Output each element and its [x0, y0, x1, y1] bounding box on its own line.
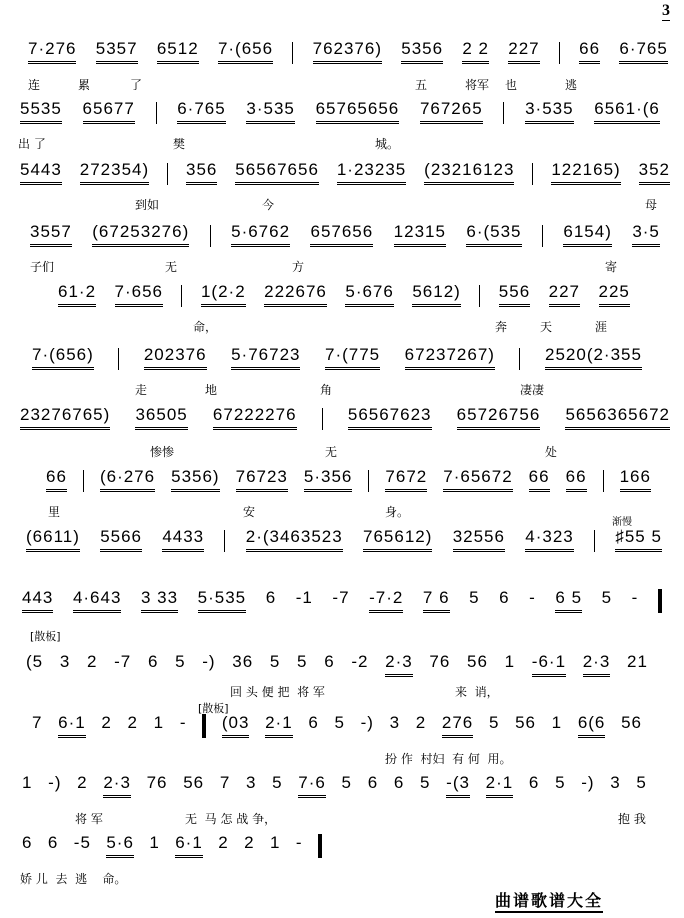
note-group: 7	[219, 773, 231, 792]
lyric: 城。	[375, 137, 400, 151]
note-group: 5	[636, 773, 647, 792]
note-group: 5443	[20, 161, 62, 185]
note-group: 5357	[96, 40, 138, 64]
note-group: 762376)	[313, 40, 382, 64]
note-group: 6·1	[58, 714, 86, 738]
note-group: 76	[146, 773, 168, 792]
note-group: 61·2	[58, 283, 96, 307]
barline	[292, 42, 293, 64]
barline	[156, 102, 157, 124]
note-group: 56	[183, 773, 205, 792]
note-group: 66	[579, 40, 600, 64]
note-group: 2	[244, 833, 255, 852]
note-group: 6·765	[177, 100, 225, 124]
note-group: 6	[499, 588, 510, 607]
note-group: 2	[101, 713, 112, 732]
note-group: 5535	[20, 100, 62, 124]
note-group: -7	[332, 588, 350, 607]
final-barline	[202, 714, 206, 738]
note-group: 2	[86, 652, 98, 671]
lyric: 抱 我	[618, 812, 646, 826]
barline	[594, 530, 595, 552]
note-group: 1	[270, 833, 281, 852]
note-group: 56567623	[348, 406, 432, 430]
lyric: 累	[78, 78, 91, 92]
note-group: 2·1	[265, 714, 293, 738]
barline	[181, 285, 182, 307]
lyric: 命，	[193, 320, 218, 334]
lyric: 将 军	[75, 812, 103, 826]
barline	[322, 408, 323, 430]
final-barline	[658, 589, 662, 613]
final-barline	[318, 834, 322, 858]
note-group: 56567656	[235, 161, 319, 185]
lyric: 连	[28, 78, 41, 92]
lyric: 奔	[495, 320, 508, 334]
note-group: 5	[175, 652, 186, 671]
note-group: 2520(2·355	[545, 346, 642, 370]
note-group: 2·3	[103, 774, 131, 798]
note-group: 7·656	[115, 283, 163, 307]
note-group: 5656365672	[565, 406, 670, 430]
footer-watermark: 曲谱歌谱大全	[495, 888, 603, 913]
note-group: 1(2·2	[201, 283, 246, 307]
note-group: 2·(3463523	[246, 528, 343, 552]
lyric: 回 头 便 把 将 军	[230, 685, 325, 699]
note-group: -	[295, 833, 303, 852]
note-group: 356	[186, 161, 217, 185]
note-group: 6154)	[563, 223, 611, 247]
note-group: 7·(656	[218, 40, 273, 64]
note-group: 6	[367, 773, 379, 792]
note-group: 6·1	[175, 834, 203, 858]
note-group: 767265	[420, 100, 483, 124]
barline	[542, 225, 543, 247]
note-group: 56	[515, 713, 536, 732]
note-group: 5356)	[171, 468, 219, 492]
note-group: 5·356	[304, 468, 352, 492]
score-line	[26, 651, 648, 677]
note-group: 5	[272, 773, 283, 792]
lyric: 母	[645, 198, 658, 212]
lyric: 子们	[30, 260, 55, 274]
note-group: 36	[232, 652, 254, 671]
note-group: 352	[639, 161, 670, 185]
lyric: 无 马 怎 战 争，	[185, 812, 277, 826]
note-group: 65726756	[457, 406, 541, 430]
note-group: 2·3	[385, 653, 413, 677]
note-group: 65765656	[316, 100, 400, 124]
lyric: 处	[545, 445, 558, 459]
lyric: 今	[262, 198, 275, 212]
score-line	[22, 772, 647, 798]
lyric: 凄凄	[520, 383, 545, 397]
barline	[368, 470, 369, 492]
note-group: 5	[269, 652, 281, 671]
note-group: 6	[265, 588, 277, 607]
note-group: 276	[442, 714, 473, 738]
note-group: -6·1	[532, 653, 566, 677]
score-line	[46, 466, 651, 492]
note-group: 32556	[453, 528, 505, 552]
barline	[224, 530, 225, 552]
note-group: 7 6	[423, 589, 450, 613]
note-group: (6611)	[26, 528, 80, 552]
tempo-mark-sanban: [散板]	[30, 630, 61, 643]
barline	[519, 348, 520, 370]
score-line	[20, 159, 670, 185]
note-group: -5	[73, 833, 91, 852]
note-group: -)	[48, 773, 62, 792]
note-group: 1	[551, 713, 563, 732]
note-group: 5	[420, 773, 431, 792]
note-group: 7·65672	[443, 468, 512, 492]
lyric: 将军	[465, 78, 490, 92]
note-group: 5566	[100, 528, 142, 552]
note-group: 76	[429, 652, 451, 671]
note-group: 3·5	[632, 223, 660, 247]
note-group: -7·2	[369, 589, 403, 613]
note-group: 6·765	[619, 40, 667, 64]
note-group: 7	[32, 713, 43, 732]
note-group: 227	[508, 40, 539, 64]
note-group: 66	[46, 468, 67, 492]
lyric: 走	[135, 383, 148, 397]
score-line	[20, 98, 660, 124]
note-group: -	[529, 588, 536, 607]
note-group: 1	[153, 713, 165, 732]
barline	[118, 348, 119, 370]
note-group: 5	[341, 773, 353, 792]
score-line	[32, 344, 642, 370]
lyric: 里	[48, 505, 61, 519]
score-line	[58, 281, 630, 307]
note-group: 5	[601, 588, 613, 607]
tempo-mark-jianman: 渐慢	[612, 517, 632, 528]
note-group: 67222276	[213, 406, 297, 430]
note-group: 4·323	[525, 528, 573, 552]
note-group: 5356	[401, 40, 443, 64]
note-group: 3	[59, 652, 71, 671]
note-group: 5·535	[198, 589, 246, 613]
lyric: 出 了	[18, 137, 46, 151]
lyric: 无	[325, 445, 338, 459]
note-group: (23216123	[424, 161, 514, 185]
score-line	[32, 712, 642, 738]
note-group: 1·23235	[337, 161, 406, 185]
note-group: ♯55 5	[615, 528, 662, 552]
note-group: 3 33	[141, 589, 178, 613]
lyric: 无	[165, 260, 178, 274]
score-line	[30, 221, 660, 247]
note-group: 227	[549, 283, 580, 307]
score-line	[22, 832, 322, 858]
note-group: 6	[308, 713, 319, 732]
note-group: -)	[360, 713, 374, 732]
note-group: 23276765)	[20, 406, 110, 430]
lyric: 来 诮，	[455, 685, 499, 699]
note-group: 2	[415, 713, 427, 732]
lyric: 惨惨	[150, 445, 175, 459]
note-group: 3·535	[246, 100, 294, 124]
note-group: -(3	[446, 774, 470, 798]
lyric: 天	[540, 320, 553, 334]
note-group: 6	[528, 773, 540, 792]
lyric: 寄	[605, 260, 618, 274]
note-group: 5	[555, 773, 566, 792]
note-group: 2	[218, 833, 229, 852]
lyric: 到如	[135, 198, 160, 212]
score-line	[20, 404, 670, 430]
lyric: 也	[505, 78, 518, 92]
note-group: (5	[26, 652, 44, 671]
note-group: 2·1	[486, 774, 514, 798]
note-group: 65677	[83, 100, 135, 124]
note-group: 5	[488, 713, 500, 732]
note-group: 7·(656)	[32, 346, 94, 370]
note-group: 6	[47, 833, 59, 852]
note-group: 7·276	[28, 40, 76, 64]
note-group: 6561·(6	[594, 100, 660, 124]
note-group: 6 5	[555, 589, 582, 613]
note-group: 2	[127, 713, 138, 732]
note-group: 5·6762	[231, 223, 290, 247]
lyric: 樊	[173, 137, 186, 151]
page-number: 3	[662, 2, 670, 19]
barline	[503, 102, 504, 124]
score-line	[26, 526, 662, 552]
lyric: 了	[130, 78, 143, 92]
note-group: 3	[610, 773, 621, 792]
note-group: 6	[324, 652, 335, 671]
note-group: 3557	[30, 223, 72, 247]
note-group: 6(6	[578, 714, 606, 738]
barline	[479, 285, 480, 307]
lyric: 角	[320, 383, 333, 397]
note-group: 2·3	[583, 653, 611, 677]
note-group: 6	[147, 652, 159, 671]
note-group: 12315	[394, 223, 446, 247]
note-group: -1	[295, 588, 313, 607]
lyric: 身。	[385, 505, 410, 519]
note-group: 5	[297, 652, 308, 671]
note-group: 21	[626, 652, 648, 671]
note-group: 5	[469, 588, 480, 607]
lyric: 五	[415, 78, 428, 92]
barline	[167, 163, 168, 185]
note-group: 443	[22, 589, 53, 613]
note-group: 5·676	[345, 283, 393, 307]
note-group: 66	[566, 468, 587, 492]
note-group: 765612)	[363, 528, 432, 552]
note-group: 4433	[162, 528, 204, 552]
barline	[210, 225, 211, 247]
note-group: 556	[499, 283, 530, 307]
note-group: (03	[222, 714, 250, 738]
lyric: 扮 作 村妇 有 何 用。	[385, 752, 512, 766]
note-group: 67237267)	[405, 346, 495, 370]
note-group: 76723	[236, 468, 288, 492]
note-group: -	[631, 588, 639, 607]
note-group: 36505	[135, 406, 187, 430]
note-group: 6·(535	[466, 223, 521, 247]
note-group: 272354)	[80, 161, 149, 185]
note-group: (67253276)	[92, 223, 189, 247]
lyric: 娇 儿 去 逃 命。	[20, 872, 127, 886]
barline	[83, 470, 84, 492]
note-group: 122165)	[551, 161, 620, 185]
note-group: -2	[351, 652, 369, 671]
note-group: 5	[334, 713, 345, 732]
note-group: 202376	[144, 346, 207, 370]
lyric: 安	[243, 505, 256, 519]
note-group: -)	[581, 773, 595, 792]
note-group: 7·6	[298, 774, 326, 798]
note-group: 5·6	[106, 834, 134, 858]
tempo-mark-sanban: [散板]	[198, 702, 229, 715]
note-group: 222676	[264, 283, 327, 307]
barline	[532, 163, 533, 185]
note-group: 56	[467, 652, 488, 671]
note-group: 3·535	[525, 100, 573, 124]
note-group: 1	[22, 773, 33, 792]
lyric: 地	[205, 383, 218, 397]
lyric: 方	[292, 260, 305, 274]
note-group: (6·276	[100, 468, 155, 492]
note-group: 66	[529, 468, 550, 492]
note-group: 2	[77, 773, 88, 792]
note-group: -)	[202, 652, 216, 671]
score-line	[22, 587, 662, 613]
note-group: 6	[22, 833, 33, 852]
note-group: 5·76723	[231, 346, 300, 370]
note-group: 1	[149, 833, 160, 852]
note-group: 657656	[310, 223, 373, 247]
note-group: 3	[245, 773, 257, 792]
note-group: 6	[393, 773, 405, 792]
note-group: 1	[504, 652, 516, 671]
note-group: 225	[599, 283, 630, 307]
note-group: -7	[114, 652, 132, 671]
lyric: 涯	[595, 320, 608, 334]
note-group: 3	[389, 713, 401, 732]
barline	[603, 470, 604, 492]
note-group: 7·(775	[325, 346, 380, 370]
note-group: 56	[621, 713, 642, 732]
lyric: 逃	[565, 78, 578, 92]
note-group: -	[179, 713, 187, 732]
score-line	[28, 38, 668, 64]
note-group: 4·643	[73, 589, 121, 613]
barline	[559, 42, 560, 64]
note-group: 166	[620, 468, 651, 492]
note-group: 6512	[157, 40, 199, 64]
note-group: 7672	[385, 468, 427, 492]
note-group: 2 2	[462, 40, 489, 64]
note-group: 5612)	[412, 283, 460, 307]
